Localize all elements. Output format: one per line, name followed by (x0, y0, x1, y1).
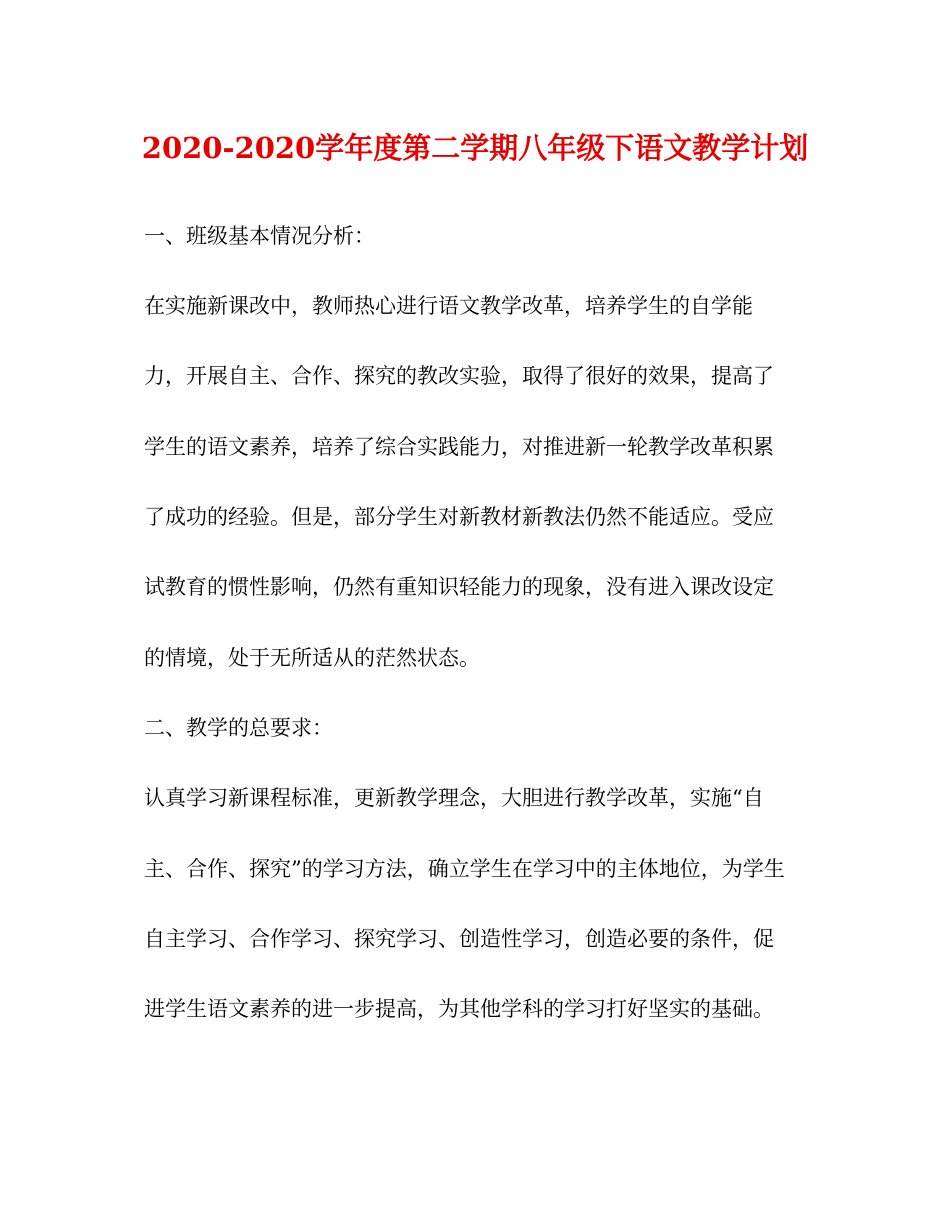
paragraph-line: 力，开展自主、合作、探究的教改实验，取得了很好的效果，提高了 (144, 364, 774, 388)
paragraph-line: 主、合作、探究”的学习方法，确立学生在学习中的主体地位，为学生 (144, 857, 785, 881)
paragraph-line: 进学生语文素养的进一步提高，为其他学科的学习打好坚实的基础。 (144, 997, 774, 1021)
document-title: 2020-2020学年度第二学期八年级下语文教学计划 (141, 131, 809, 165)
paragraph-line: 了成功的经验。但是，部分学生对新教材新教法仍然不能适应。受应 (144, 505, 774, 529)
paragraph-line: 学生的语文素养，培养了综合实践能力，对推进新一轮教学改革积累 (144, 435, 774, 459)
paragraph-line: 自主学习、合作学习、探究学习、创造性学习，创造必要的条件，促 (144, 927, 774, 951)
section-heading-class-analysis: 一、班级基本情况分析： (144, 224, 375, 248)
paragraph-line: 试教育的惯性影响，仍然有重知识轻能力的现象，没有进入课改设定 (144, 575, 774, 599)
section-heading-general-requirements: 二、教学的总要求： (144, 716, 333, 740)
paragraph-line: 在实施新课改中，教师热心进行语文教学改革，培养学生的自学能 (144, 294, 753, 318)
paragraph-line: 认真学习新课程标准，更新教学理念，大胆进行教学改革，实施“自 (144, 786, 764, 810)
paragraph-line: 的情境，处于无所适从的茫然状态。 (144, 646, 480, 670)
